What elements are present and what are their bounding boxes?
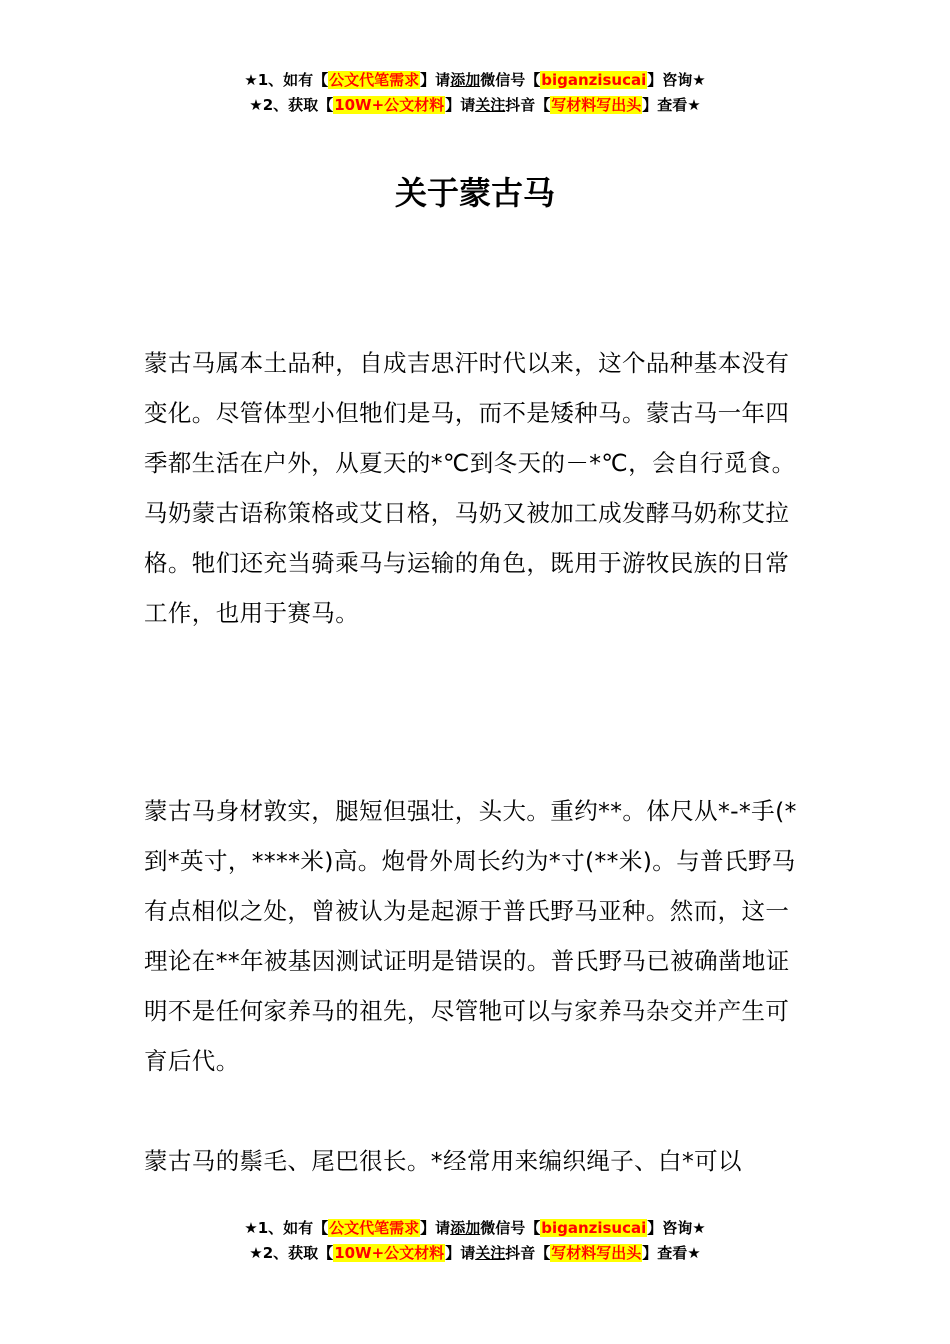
banner-text: ★1、如有【	[244, 71, 329, 89]
banner-text: 微信号【	[480, 1219, 541, 1237]
paragraph-1: 蒙古马属本土品种，自成吉思汗时代以来，这个品种基本没有变化。尽管体型小但牠们是马，而不是矮种马。蒙古马一年四季都生活在户外，从夏天的*℃到冬天的－*℃，会自行觅食。马奶蒙古语称策格或艾日格，马奶又被加工成发酵马奶称艾拉格。牠们还充当骑乘马与运输的角色，既用于游牧民族的日常工作，也用于赛马。	[144, 349, 796, 627]
highlight-wechat-id: biganzisucai	[541, 71, 647, 89]
header-banner	[0, 68, 950, 118]
banner-text: 】请	[445, 96, 476, 114]
document-title: 关于蒙古马	[394, 174, 555, 213]
highlight-wechat-id: biganzisucai	[541, 1219, 647, 1237]
banner-text: 】请	[420, 1219, 451, 1237]
footer-banner	[0, 1216, 950, 1266]
banner-text: 】咨询★	[647, 71, 706, 89]
underlined-text: 关注	[475, 96, 506, 114]
banner-text: 】查看★	[642, 96, 701, 114]
underlined-text: 添加	[450, 1219, 481, 1237]
banner-text: ★2、获取【	[249, 1244, 334, 1262]
highlight-douyin-account: 写材料写出头	[551, 96, 642, 114]
highlight-materials: 10W+公文材料	[334, 96, 445, 114]
banner-text: 】请	[420, 71, 451, 89]
highlight-service: 公文代笔需求	[329, 1219, 420, 1237]
banner-text: 微信号【	[480, 71, 541, 89]
highlight-materials: 10W+公文材料	[334, 1244, 445, 1262]
banner-text: 】请	[445, 1244, 476, 1262]
highlight-service: 公文代笔需求	[329, 71, 420, 89]
banner-line-1	[0, 68, 950, 93]
banner-text: 】咨询★	[647, 1219, 706, 1237]
highlight-douyin-account: 写材料写出头	[551, 1244, 642, 1262]
paragraph-2: 蒙古马身材敦实，腿短但强壮，头大。重约**。体尺从*-*手(*到*英寸，****米)高。炮骨外周长约为*寸(**米)。与普氏野马有点相似之处，曾被认为是起源于普氏野马亚种。然而，这一理论在**年被基因测试证明是错误的。普氏野马已被确凿地证明不是任何家养马的祖先，尽管牠可以与家养马杂交并产生可育后代。	[144, 797, 797, 1075]
banner-text: 抖音【	[505, 1244, 551, 1262]
banner-text: 抖音【	[505, 96, 551, 114]
banner-text: ★1、如有【	[244, 1219, 329, 1237]
underlined-text: 添加	[450, 71, 481, 89]
banner-line-2	[0, 1241, 950, 1266]
banner-text: 】查看★	[642, 1244, 701, 1262]
paragraph-3: 蒙古马的鬃毛、尾巴很长。*经常用来编织绳子、白*可以	[144, 1147, 742, 1175]
banner-line-2	[0, 93, 950, 118]
underlined-text: 关注	[475, 1244, 506, 1262]
banner-text: ★2、获取【	[249, 96, 334, 114]
banner-line-1	[0, 1216, 950, 1241]
